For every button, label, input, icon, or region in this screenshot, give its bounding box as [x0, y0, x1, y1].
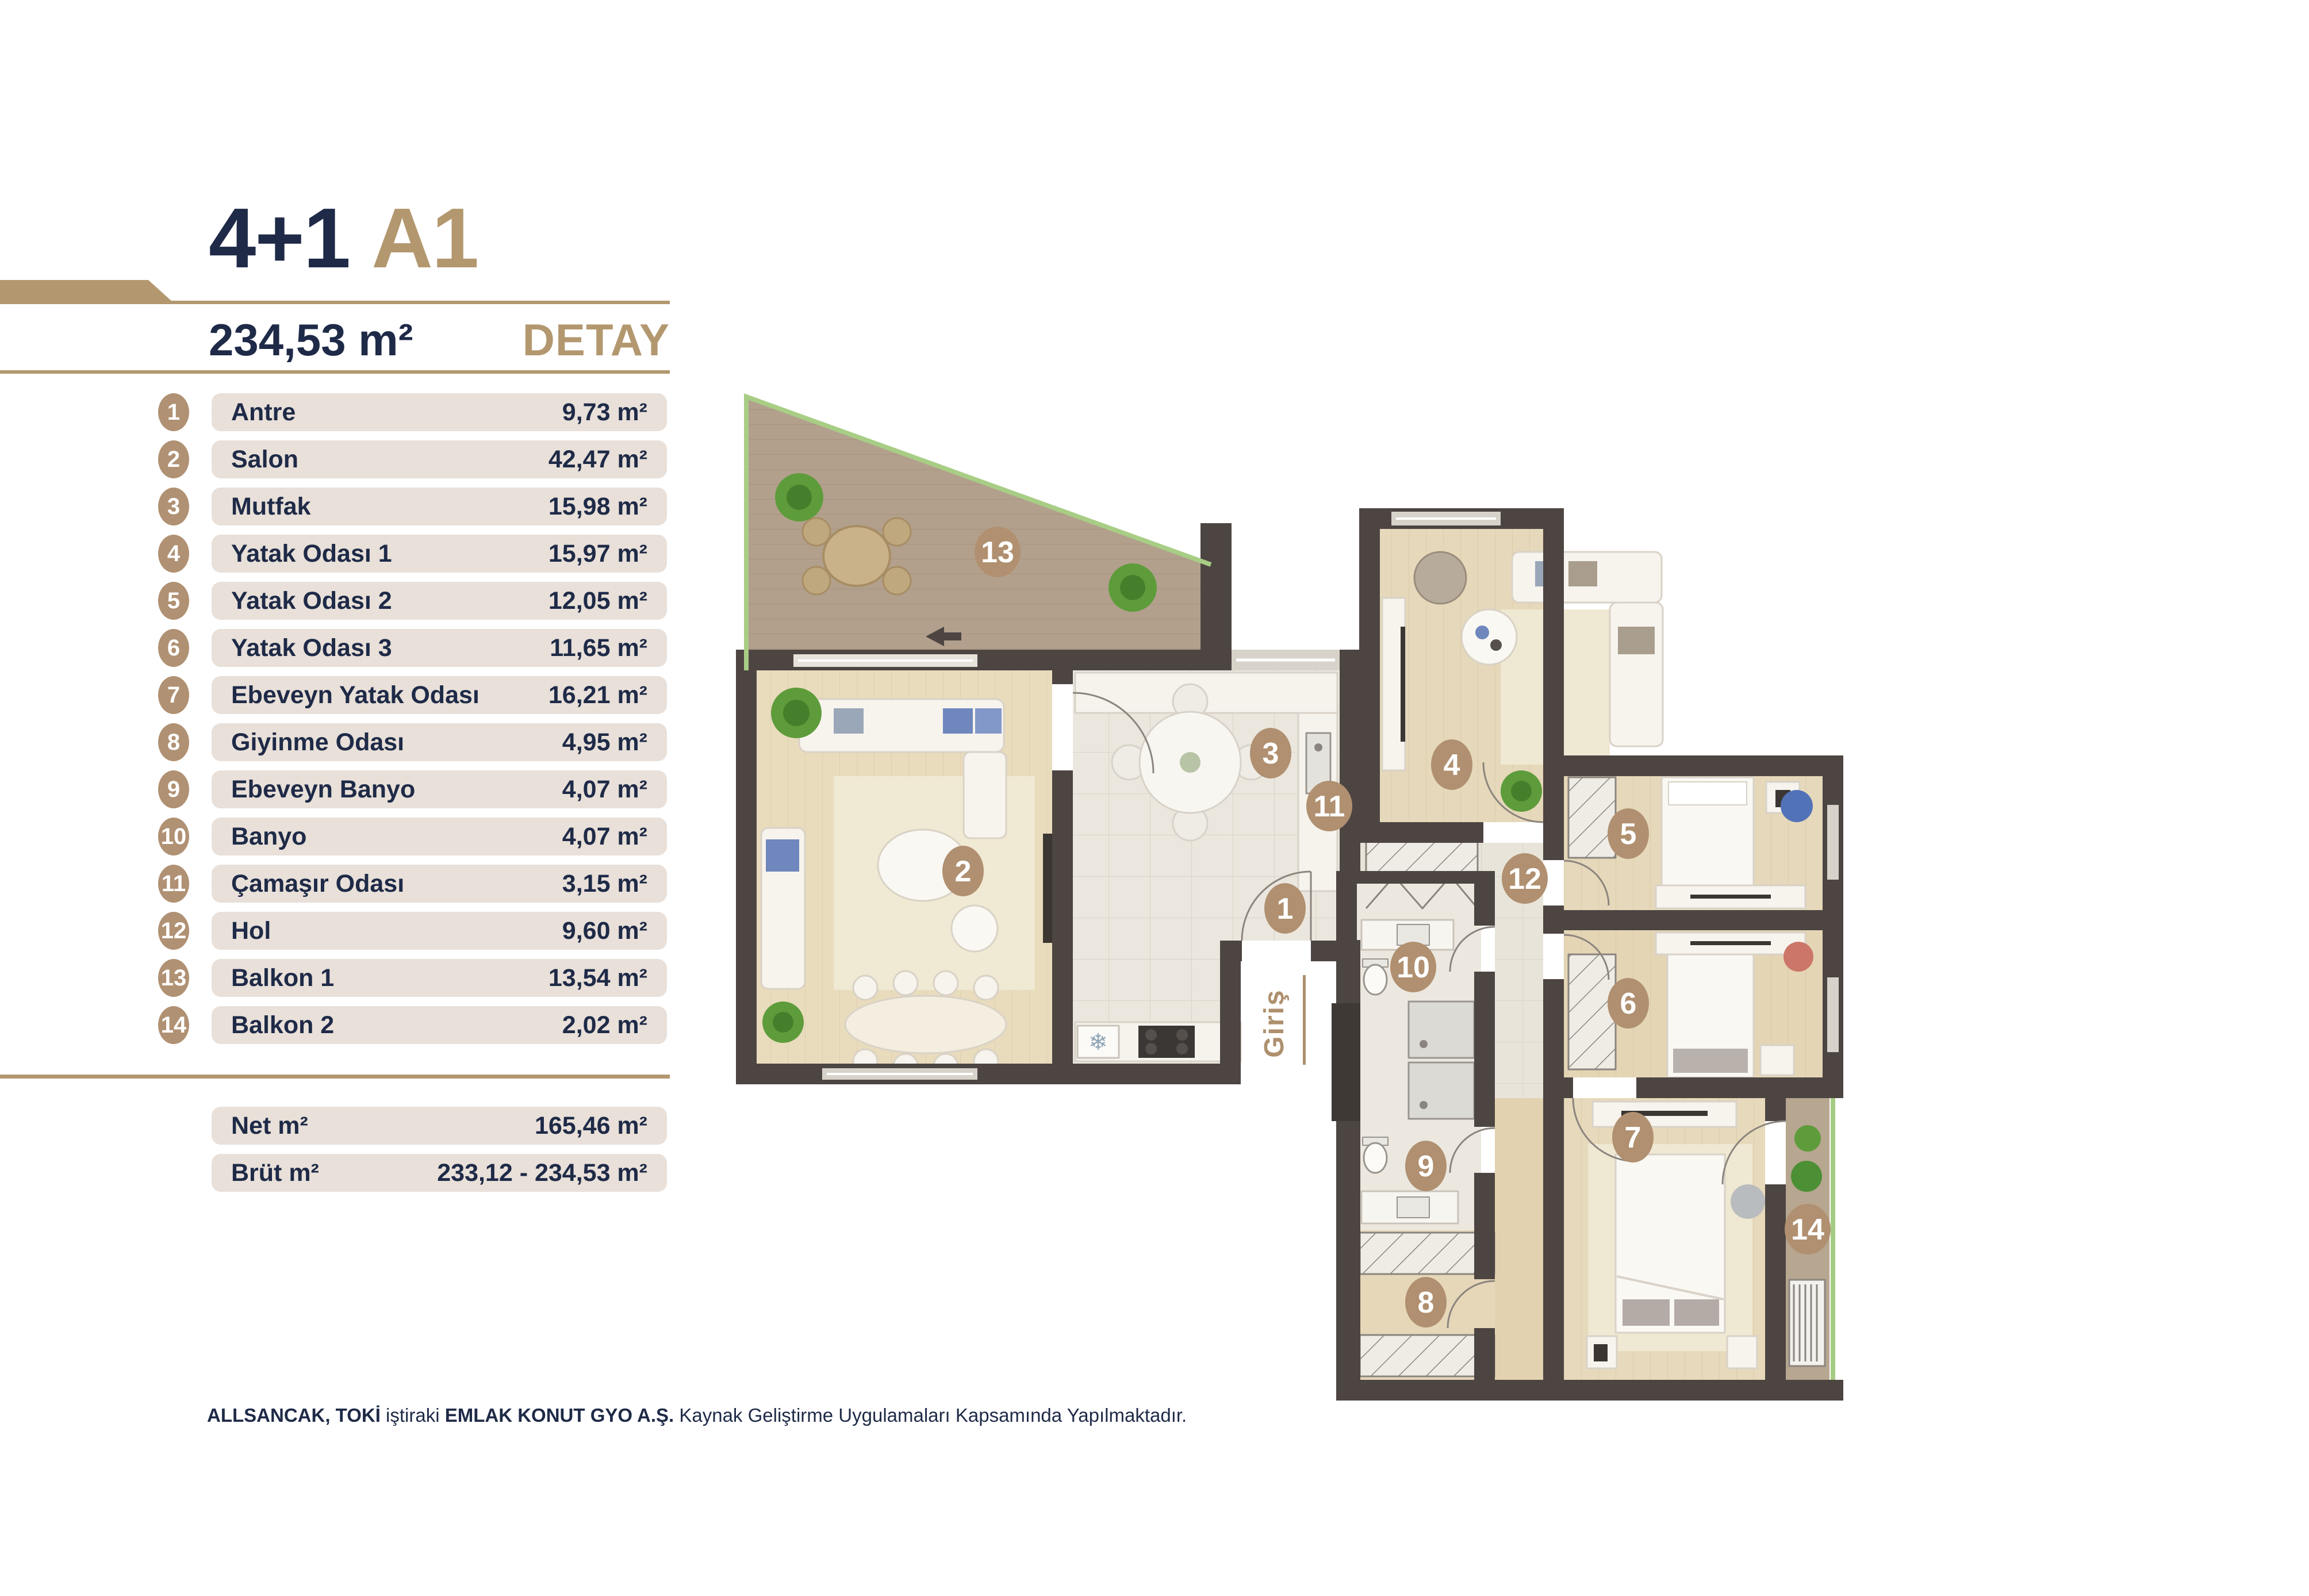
- table-row: [0, 1006, 670, 1044]
- side-table: [1462, 609, 1517, 665]
- room-label: Ebeveyn Banyo: [231, 775, 416, 803]
- table-row: [0, 723, 670, 761]
- plan-badge-6: [1608, 978, 1649, 1029]
- window: [1827, 977, 1839, 1052]
- net-area-row: [0, 1107, 670, 1145]
- row-number-badge: 6: [158, 629, 189, 667]
- room-label: Giyinme Odası: [231, 728, 405, 756]
- wall: [1359, 822, 1483, 843]
- table-row: [0, 959, 670, 997]
- shaft: [1332, 1003, 1360, 1121]
- plant-core: [773, 1012, 793, 1033]
- wall: [1564, 910, 1843, 930]
- table-row: [0, 818, 670, 855]
- room-area: 12,05 m²: [548, 586, 647, 615]
- salon-sofa-chaise: [964, 752, 1006, 838]
- svg-text:14: 14: [1791, 1213, 1824, 1246]
- wall: [1474, 1173, 1495, 1279]
- wall: [1200, 523, 1232, 670]
- row-number-badge: 13: [158, 959, 189, 997]
- subtitle-row: [209, 314, 670, 366]
- room-area: 3,15 m²: [562, 869, 647, 897]
- pouf: [1781, 790, 1813, 822]
- plan-type: 4+1: [209, 191, 350, 286]
- wall: [1220, 941, 1242, 961]
- kitchen-table-bowl: [1180, 752, 1200, 773]
- corner-sofa-side: [1610, 603, 1663, 746]
- wall: [1340, 650, 1360, 871]
- row-number-badge: 9: [158, 770, 189, 808]
- wall: [1359, 529, 1380, 843]
- stove-burner: [1145, 1029, 1157, 1041]
- wall: [1765, 1098, 1786, 1121]
- room-label: Banyo: [231, 822, 307, 850]
- plan-badge-7: [1612, 1112, 1654, 1163]
- row-number-badge: 10: [158, 818, 189, 855]
- wall: [1636, 1077, 1843, 1098]
- net-label: Net m²: [231, 1111, 308, 1140]
- dresser-handle: [1690, 895, 1771, 899]
- room-area: 2,02 m²: [562, 1011, 647, 1039]
- sofa-cushion: [834, 708, 864, 734]
- toilet: [1364, 1143, 1387, 1173]
- plan-variant: A1: [371, 191, 478, 286]
- svg-text:7: 7: [1624, 1121, 1641, 1154]
- stove-burner: [1145, 1043, 1157, 1054]
- plan-badge-8: [1405, 1277, 1447, 1328]
- detail-label: DETAY: [522, 314, 670, 365]
- room-label: Balkon 2: [231, 1011, 335, 1039]
- plant: [1791, 1161, 1822, 1192]
- wall: [1823, 1077, 1843, 1098]
- plan-badge-2: [942, 846, 984, 896]
- nightstand: [1727, 1336, 1757, 1368]
- armchair: [1414, 552, 1466, 604]
- row-number-badge: 14: [158, 1006, 189, 1044]
- totals-divider: [0, 1075, 670, 1079]
- row-number-badge: 7: [158, 676, 189, 714]
- wall: [1311, 941, 1340, 961]
- wall: [736, 650, 757, 1084]
- dining-chair: [893, 971, 918, 995]
- sofa-cushion: [1618, 627, 1655, 654]
- corridor-floor: [1495, 1098, 1543, 1380]
- plant-core: [1120, 575, 1145, 600]
- header-divider-bottom: [0, 370, 670, 374]
- room-label: Antre: [231, 398, 296, 426]
- entrance-label-group: [1259, 975, 1306, 1065]
- table-row: [0, 676, 670, 714]
- salon-sofa: [799, 699, 1004, 752]
- bath-basin: [1397, 1197, 1429, 1218]
- plan-badge-5: [1608, 808, 1649, 859]
- header-accent-bar: [0, 280, 172, 302]
- stove: [1138, 1026, 1195, 1058]
- wardrobe: [1568, 777, 1616, 858]
- plan-badge-4: [1431, 739, 1472, 790]
- sofa-cushion: [1568, 561, 1597, 586]
- shower-drain: [1420, 1040, 1428, 1048]
- room-label: Mutfak: [231, 492, 311, 520]
- nightstand: [1760, 1045, 1794, 1075]
- row-number-badge: 12: [158, 912, 189, 950]
- svg-text:10: 10: [1397, 951, 1430, 984]
- total-area: 234,53 m²: [209, 314, 413, 365]
- room-area: 42,47 m²: [548, 445, 647, 473]
- room-area: 11,65 m²: [550, 634, 647, 662]
- wardrobe: [1360, 1335, 1494, 1376]
- row-number-badge: 2: [158, 440, 189, 478]
- table-row: [0, 912, 670, 950]
- room-label: Yatak Odası 1: [231, 539, 392, 567]
- dining-table: [845, 996, 1006, 1053]
- table-row: [0, 582, 670, 620]
- pouf: [1731, 1184, 1765, 1219]
- gross-area-row: [0, 1154, 670, 1192]
- footer-text-1: iştiraki: [380, 1405, 445, 1426]
- decor: [1490, 639, 1502, 651]
- entrance-label-rule: [1303, 975, 1306, 1065]
- side-table: [952, 906, 998, 952]
- row-number-badge: 5: [158, 582, 189, 620]
- plan-badge-3: [1250, 728, 1291, 778]
- sofa-cushion: [943, 708, 973, 734]
- room-area: 13,54 m²: [548, 964, 647, 992]
- pouf: [1783, 942, 1813, 972]
- net-value: 165,46 m²: [534, 1111, 647, 1140]
- wall: [1543, 906, 1564, 934]
- room-label: Çamaşır Odası: [231, 869, 405, 897]
- table-row: [0, 535, 670, 573]
- salon-tv-unit: [1043, 834, 1052, 943]
- plan-badge-14: [1785, 1204, 1831, 1254]
- shower-tray: [1409, 1002, 1474, 1058]
- wall: [1474, 1328, 1495, 1380]
- room-area: 4,07 m²: [562, 822, 647, 850]
- bed-pillow: [1669, 782, 1747, 805]
- room-area: 15,97 m²: [548, 539, 647, 567]
- svg-text:13: 13: [981, 536, 1014, 569]
- gross-label: Brüt m²: [231, 1158, 319, 1187]
- svg-text:12: 12: [1508, 862, 1541, 896]
- header-divider-top: [0, 301, 670, 304]
- svg-text:3: 3: [1262, 737, 1279, 770]
- stove-burner: [1176, 1043, 1188, 1054]
- room-label: Yatak Odası 3: [231, 634, 392, 662]
- dining-chair: [934, 971, 958, 995]
- plant-core: [783, 700, 810, 726]
- balcony-chair: [803, 567, 830, 594]
- wall: [1543, 755, 1843, 776]
- page-title: [209, 190, 478, 287]
- tv-screen: [1401, 627, 1405, 742]
- wall: [1052, 670, 1073, 684]
- plant-core: [787, 485, 812, 510]
- gross-value: 233,12 - 234,53 m²: [437, 1158, 647, 1187]
- shower-tray: [1409, 1062, 1474, 1119]
- wall: [1543, 508, 1564, 860]
- dining-chair: [853, 976, 877, 1000]
- room-label: Balkon 1: [231, 964, 335, 992]
- room-area: 4,07 m²: [562, 775, 647, 803]
- footer-text-2: Kaynak Geliştirme Uygulamaları Kapsamında Yapılmaktadır.: [674, 1405, 1187, 1426]
- row-number-badge: 8: [158, 723, 189, 761]
- svg-text:1: 1: [1276, 892, 1294, 926]
- stove-burner: [1176, 1029, 1188, 1041]
- plan-badge-12: [1502, 853, 1548, 904]
- shower-drain: [1420, 1101, 1428, 1109]
- bed-pillow: [1623, 1299, 1670, 1326]
- row-number-badge: 11: [158, 865, 189, 903]
- room-area: 4,95 m²: [562, 728, 647, 756]
- wall: [1543, 979, 1564, 1380]
- room-area: 15,98 m²: [548, 492, 647, 520]
- room-label: Ebeveyn Yatak Odası: [231, 681, 480, 709]
- wall: [1220, 961, 1241, 1084]
- row-number-badge: 1: [158, 393, 189, 431]
- room-label: Hol: [231, 916, 271, 945]
- room-label: Yatak Odası 2: [231, 586, 392, 615]
- floor-plan: [736, 379, 1857, 1414]
- balcony-table: [823, 526, 890, 586]
- wall: [1474, 972, 1495, 1127]
- bed-pillow: [1673, 1049, 1748, 1073]
- wall: [1765, 1184, 1786, 1380]
- table-row: [0, 865, 670, 903]
- plan-badge-13: [975, 527, 1021, 577]
- totals-list: [0, 1107, 670, 1201]
- room-area: 9,60 m²: [562, 916, 647, 945]
- svg-text:9: 9: [1417, 1150, 1435, 1183]
- row-number-badge: 4: [158, 535, 189, 573]
- sofa-cushion: [975, 708, 1002, 734]
- plan-badge-10: [1390, 942, 1436, 992]
- table-row: [0, 770, 670, 808]
- wall: [736, 1064, 1241, 1084]
- tablet: [1594, 1344, 1608, 1361]
- plan-badge-9: [1405, 1141, 1447, 1191]
- wall: [1336, 1380, 1843, 1401]
- svg-text:5: 5: [1620, 818, 1637, 851]
- wall: [1336, 883, 1357, 1380]
- table-row: [0, 393, 670, 431]
- wall: [1564, 1077, 1573, 1098]
- table-row: [0, 629, 670, 667]
- table-row: [0, 488, 670, 525]
- entrance-label: Giriş: [1259, 989, 1290, 1058]
- plan-badge-1: [1264, 883, 1306, 934]
- plant-core: [1511, 781, 1532, 801]
- balcony2-glass-rail: [1831, 1098, 1835, 1380]
- dining-chair: [974, 976, 998, 1000]
- svg-text:4: 4: [1443, 749, 1460, 782]
- room-area: 9,73 m²: [562, 398, 647, 426]
- wall: [1474, 883, 1495, 926]
- table-row: [0, 440, 670, 478]
- plan-badge-11: [1306, 781, 1352, 831]
- svg-text:2: 2: [954, 855, 972, 888]
- svg-text:8: 8: [1417, 1286, 1435, 1319]
- window: [1827, 805, 1839, 880]
- svg-text:6: 6: [1620, 987, 1637, 1020]
- wardrobe: [1360, 1233, 1494, 1274]
- footer-company-name: EMLAK KONUT GYO A.Ş.: [444, 1405, 674, 1426]
- wall: [1052, 770, 1073, 1084]
- plant: [1794, 1125, 1821, 1152]
- sofa-cushion: [766, 839, 799, 872]
- fridge-snowflake-icon: ❄: [1088, 1030, 1108, 1055]
- balcony-chair: [883, 567, 911, 594]
- row-number-badge: 3: [158, 488, 189, 525]
- wall: [1336, 871, 1495, 884]
- bed-pillow: [1674, 1299, 1719, 1326]
- room-area: 16,21 m²: [548, 681, 647, 709]
- dresser-handle: [1690, 941, 1771, 945]
- room-list: [0, 393, 670, 1053]
- footer-project-name: ALLSANCAK, TOKİ: [207, 1405, 381, 1426]
- svg-text:11: 11: [1313, 790, 1345, 823]
- kitchen-faucet: [1314, 743, 1322, 751]
- decor: [1475, 626, 1489, 639]
- toilet: [1364, 965, 1387, 995]
- room-label: Salon: [231, 445, 299, 473]
